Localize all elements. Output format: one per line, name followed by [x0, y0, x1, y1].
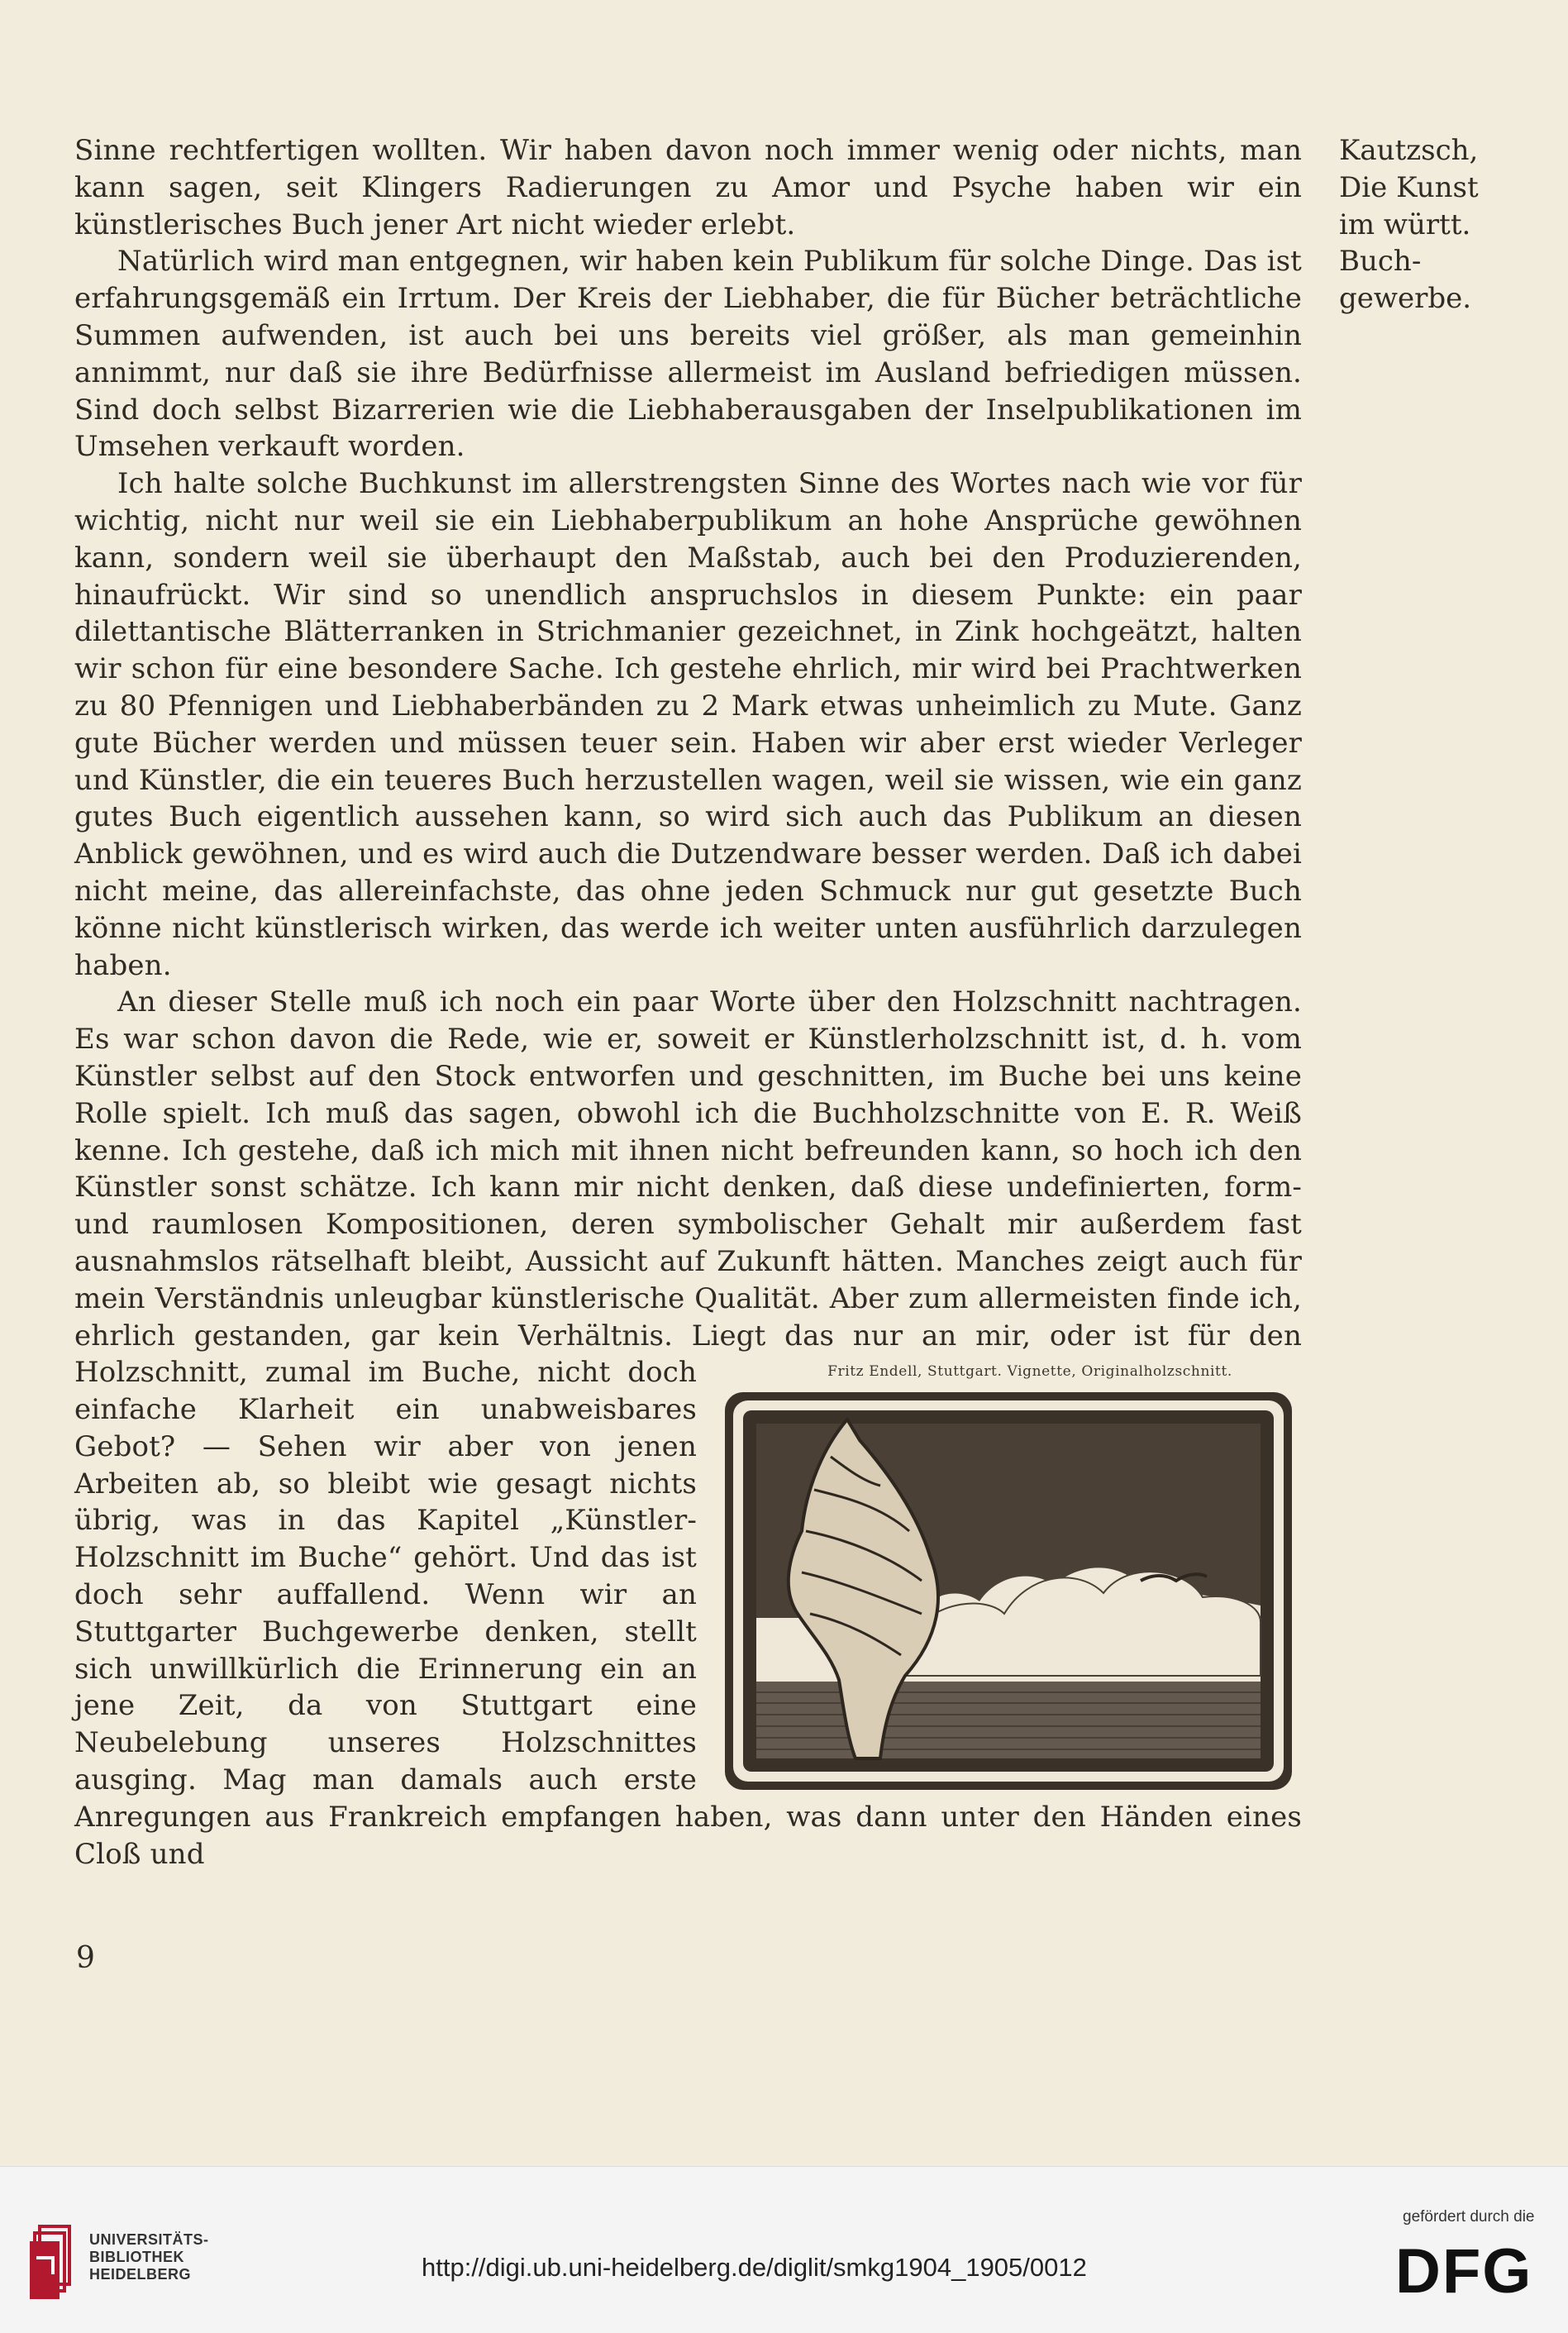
marginal-line: im württ.	[1339, 208, 1471, 241]
library-name-line: BIBLIOTHEK	[89, 2249, 184, 2265]
university-library-logo-icon	[26, 2225, 76, 2307]
library-name-line: UNIVERSITÄTS-	[89, 2231, 209, 2248]
paragraph-2: Natürlich wird man entgegnen, wir haben kein Publikum für solche Dinge. Das ist erfahrungsgemäß ein Irrtum. Der Kreis der Liebhaber, die für Bücher beträchtliche Summen aufwenden, ist auch bei uns bereits viel größer, als man gemeinhin annimmt, nur daß sie ihre Bedürfnisse allermeist im Ausland befriedigen müssen. Sind doch selbst Bizarrerien wie die Liebhaberausgaben der Inselpublikationen im Umsehen verkauft worden.	[74, 245, 1302, 464]
marginal-line: Kautzsch,	[1339, 134, 1479, 167]
shell-vignette-image	[723, 1391, 1294, 1791]
paragraph-4-continued: nicht doch einfache Klarheit ein unabweisbares Gebot? — Sehen wir aber von jenen Arbeiten ab, so bleibt wie gesagt nichts übrig, was in das Kapitel „Künstler-Holzschnitt im Buche“ gehört. Und das ist doch sehr auffallend. Wenn wir an Stuttgarter Buchgewerbe denken, stellt sich unwillkürlich die Erinnerung ein an jene Zeit, da von Stuttgart eine Neubelebung unseres Holzschnittes ausging. Mag man damals auch erste Anregungen aus Frankreich empfangen haben, was dann unter den Händen eines Cloß und	[74, 1356, 1302, 1871]
main-text-column	[74, 132, 1302, 1873]
viewer-footer	[0, 2166, 1568, 2333]
library-name	[89, 2231, 209, 2283]
marginal-line: Die Kunst	[1339, 170, 1479, 204]
paragraph-1: Sinne rechtfertigen wollten. Wir haben davon noch immer wenig oder nichts, man kann sagen, seit Klingers Radierungen zu Amor und Psyche haben wir ein künstlerisches Buch jener Art nicht wieder erlebt.	[74, 134, 1302, 241]
page-number: 9	[76, 1941, 95, 1975]
figure-caption: Fritz Endell, Stuttgart. Vignette, Originalholzschnitt.	[827, 1363, 1232, 1381]
permalink-url[interactable]: http://digi.ub.uni-heidelberg.de/diglit/smkg1904_1905/0012	[422, 2253, 1087, 2282]
paragraph-4	[74, 984, 1302, 1873]
marginal-note	[1339, 132, 1504, 317]
paragraph-3: Ich halte solche Buchkunst im allerstrengsten Sinne des Wortes nach wie vor für wichtig, nicht nur weil sie ein Liebhaberpublikum an hohe Ansprüche gewöhnen kann, sondern weil sie überhaupt den Maßstab, auch bei den Produzierenden, hinaufrückt. Wir sind so unendlich anspruchslos in diesem Punkte: ein paar dilettantische Blätterranken in Strichmanier gezeichnet, in Zink hochgeätzt, halten wir schon für eine besondere Sache. Ich gestehe ehrlich, mir wird bei Prachtwerken zu 80 Pfennigen und Liebhaberbänden zu 2 Mark etwas unheimlich zu Mute. Ganz gute Bücher werden und müssen teuer sein. Haben wir aber erst wieder Verleger und Künstler, die ein teueres Buch herzustellen wagen, weil sie wissen, wie ein ganz gutes Buch eigentlich aussehen kann, so wird sich auch das Publikum an diesen Anblick gewöhnen, und es wird auch die Dutzendware besser werden. Daß ich dabei nicht meine, das allereinfachste, das ohne jeden Schmuck nur gut gesetzte Buch könne nicht künstlerisch wirken, das werde ich weiter unten ausführlich darzulegen haben.	[74, 467, 1302, 982]
paragraph-4-text: An dieser Stelle muß ich noch ein paar Worte über den Holzschnitt nachtragen. Es war schon davon die Rede, wie er, soweit er Künstlerholzschnitt ist, d. h. vom Künstler selbst auf den Stock entworfen und geschnitten, im Buche bei uns keine Rolle spielt. Ich muß das sagen, obwohl ich die Buchholzschnitte von E. R. Weiß kenne. Ich gestehe, daß ich mich mit ihnen nicht befreunden kann, so hoch ich den Künstler sonst schätze. Ich kann mir nicht denken, daß diese undefinierten, form- und raumlosen Kompositionen, deren symbolischer Gehalt mir außerdem fast ausnahmslos rätselhaft bleibt, Aussicht auf Zukunft hätten. Manches zeigt auch für mein Verständnis unleugbar künstlerische Qualität. Aber zum allermeisten finde ich, ehrlich gestanden, gar kein Verhältnis. Liegt das nur an mir, oder ist für den Holzschnitt, zumal im Buche,	[74, 985, 1302, 1390]
woodcut-figure	[715, 1354, 1302, 1792]
funding-label: gefördert durch die	[1403, 2208, 1535, 2226]
marginal-line: gewerbe.	[1339, 282, 1472, 316]
library-name-line: HEIDELBERG	[89, 2266, 192, 2283]
dfg-logo: DFG	[1395, 2236, 1533, 2307]
marginal-line: Buch-	[1339, 245, 1422, 279]
